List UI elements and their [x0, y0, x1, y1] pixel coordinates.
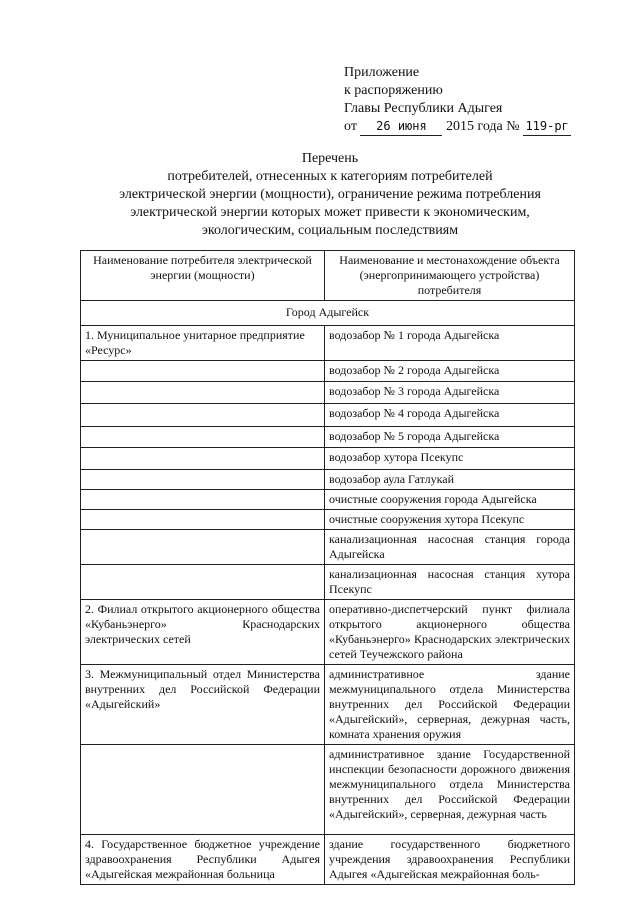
- header-object: Наименование и местонахождение объекта (энергопринимающего устройства) потребителя: [325, 251, 575, 301]
- object-cell: водозабор № 2 города Адыгейска: [325, 361, 575, 382]
- consumer-cell: [81, 470, 325, 490]
- object-cell: водозабор аула Гатлукай: [325, 470, 575, 490]
- object-cell: водозабор № 1 города Адыгейска: [325, 326, 575, 361]
- appendix-date-line: [344, 118, 571, 136]
- consumer-cell: [81, 361, 325, 382]
- consumer-cell: [81, 448, 325, 470]
- title-line-1: Перечень: [301, 151, 359, 166]
- consumer-cell: 2. Филиал открытого акционерного общества «Кубаньэнерго» Краснодарских электрических сетей: [81, 600, 325, 665]
- appendix-block: [344, 64, 571, 136]
- object-cell: канализационная насосная станция города Адыгейска: [325, 530, 575, 565]
- appendix-year: 2015 года №: [445, 119, 520, 134]
- consumer-cell: 3. Межмуниципальный отдел Министерства внутренних дел Российской Федерации «Адыгейский»: [81, 665, 325, 745]
- consumer-cell: [81, 490, 325, 510]
- object-cell: здание государственного бюджетного учреждения здравоохранения Республики Адыгея «Адыгейская межрайонная боль-: [325, 835, 575, 885]
- appendix-line-2: к распоряжению: [344, 83, 443, 98]
- table-row: [81, 470, 575, 490]
- table-row: [81, 600, 575, 665]
- handwritten-number: 119-рг: [523, 120, 571, 136]
- table-row: [81, 361, 575, 382]
- header-consumer: Наименование потребителя электрической энергии (мощности): [81, 251, 325, 301]
- consumer-cell: [81, 427, 325, 448]
- object-cell: административное здание Государственной инспекции безопасности дорожного движения межмуниципального отдела Министерства внутренних дел Российской Федерации «Адыгейский», серверная, дежурная часть: [325, 745, 575, 835]
- consumer-cell: 1. Муниципальное унитарное предприятие «Ресурс»: [81, 326, 325, 361]
- consumer-cell: [81, 382, 325, 404]
- object-cell: административное здание межмуниципального отдела Министерства внутренних дел Российской Федерации «Адыгейский», серверная, дежурная часть, комната хранения оружия: [325, 665, 575, 745]
- consumer-cell: [81, 510, 325, 530]
- table-row: [81, 665, 575, 745]
- table-row: [81, 530, 575, 565]
- consumer-cell: [81, 745, 325, 835]
- consumer-cell: [81, 565, 325, 600]
- consumers-table: [80, 250, 575, 885]
- table-row: [81, 427, 575, 448]
- title-line-3: электрической энергии (мощности), ограничение режима потребления: [119, 187, 541, 202]
- document-title: [60, 150, 600, 240]
- object-cell: водозабор хутора Псекупс: [325, 448, 575, 470]
- object-cell: водозабор № 4 города Адыгейска: [325, 404, 575, 427]
- table-row: [81, 326, 575, 361]
- section-title: Город Адыгейск: [81, 301, 575, 326]
- appendix-line-1: Приложение: [344, 65, 420, 80]
- table-row: [81, 745, 575, 835]
- table-row: [81, 835, 575, 885]
- title-line-4: электрической энергии которых может привести к экономическим,: [130, 205, 530, 220]
- table-section-row: [81, 301, 575, 326]
- table-header-row: [81, 251, 575, 301]
- title-line-2: потребителей, отнесенных к категориям потребителей: [167, 169, 493, 184]
- table-row: [81, 490, 575, 510]
- object-cell: канализационная насосная станция хутора Псекупс: [325, 565, 575, 600]
- consumer-cell: 4. Государственное бюджетное учреждение здравоохранения Республики Адыгея «Адыгейская межрайонная больница: [81, 835, 325, 885]
- object-cell: очистные сооружения города Адыгейска: [325, 490, 575, 510]
- consumer-cell: [81, 404, 325, 427]
- object-cell: очистные сооружения хутора Псекупс: [325, 510, 575, 530]
- consumer-cell: [81, 530, 325, 565]
- table-row: [81, 404, 575, 427]
- appendix-prefix: от: [344, 119, 357, 134]
- appendix-line-3: Главы Республики Адыгея: [344, 101, 503, 116]
- table-row: [81, 382, 575, 404]
- object-cell: оперативно-диспетчерский пункт филиала открытого акционерного общества «Кубаньэнерго» Краснодарских электрических сетей Теучежского района: [325, 600, 575, 665]
- title-line-5: экологическим, социальным последствиям: [201, 223, 459, 238]
- handwritten-date: 26 июня: [360, 120, 442, 136]
- table-row: [81, 510, 575, 530]
- table-row: [81, 565, 575, 600]
- object-cell: водозабор № 5 города Адыгейска: [325, 427, 575, 448]
- object-cell: водозабор № 3 города Адыгейска: [325, 382, 575, 404]
- table-row: [81, 448, 575, 470]
